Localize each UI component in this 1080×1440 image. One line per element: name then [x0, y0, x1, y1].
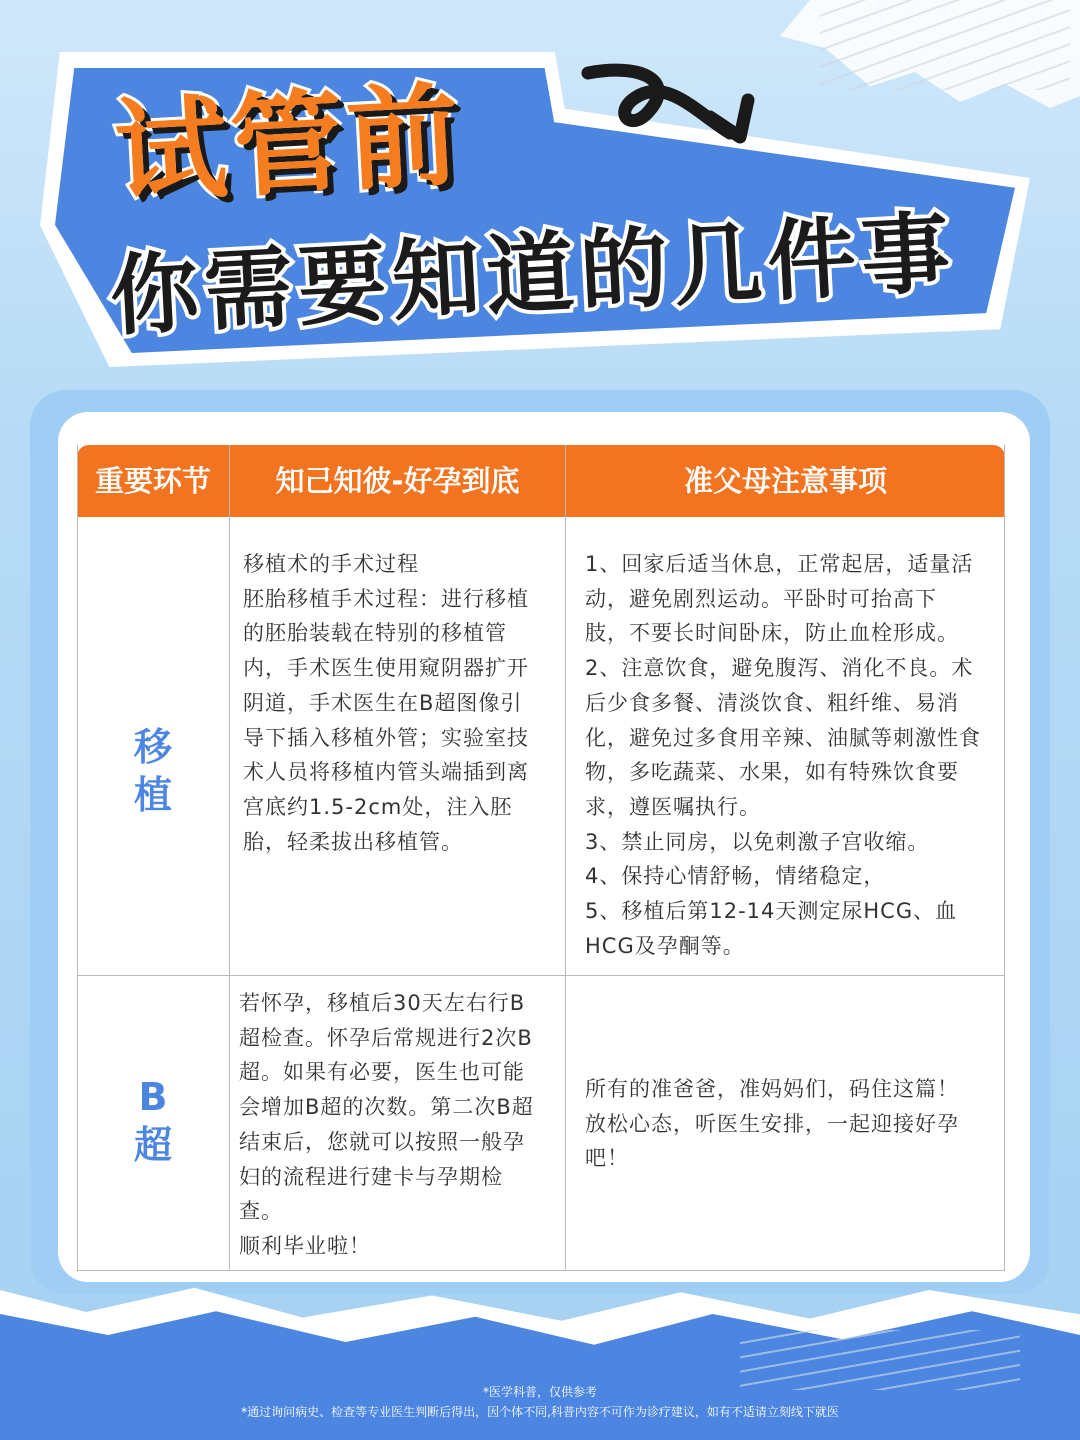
text-line: 吧！ [585, 1146, 629, 1171]
text-line: 动，避免剧烈运动。平卧时可抬高下 [585, 586, 937, 611]
row-label-char: 移 [133, 725, 172, 769]
text-line: 1、回家后适当休息，正常起居，适量活 [585, 552, 974, 576]
text-line: 肢，不要长时间卧床，防止血栓形成。 [585, 621, 959, 646]
text-line: 的胚胎装载在特别的移植管 [243, 621, 507, 646]
header-stage: 重要环节 [94, 464, 211, 498]
text-line: 宫底约1.5-2cm处，注入胚 [243, 794, 513, 819]
footer-disclaimer-1: *医学科普，仅供参考 [482, 1385, 597, 1399]
text-line: 查。 [239, 1199, 283, 1224]
stripe-decoration [820, 0, 1070, 90]
header-knowledge: 知己知彼-好孕到底 [275, 464, 520, 498]
text-line: 会增加B超的次数。第二次B超 [239, 1095, 534, 1120]
text-line: 导下插入移植外管；实验室技 [243, 725, 529, 750]
row-ultrasound-notes [585, 1072, 995, 1176]
row-divider [77, 975, 1005, 976]
row-label-transfer [77, 723, 229, 819]
curly-arrow-icon [580, 55, 765, 155]
text-line: 化，避免过多食用辛辣、油腻等刺激性食 [585, 725, 981, 750]
text-line: 阴道，手术医生在B超图像引 [243, 690, 523, 715]
text-line: 5、移植后第12-14天测定尿HCG、血 [585, 899, 958, 924]
row-label-ultrasound [77, 1073, 229, 1169]
text-line: 超检查。怀孕后常规进行2次B [239, 1025, 533, 1050]
text-line: 后少食多餐、清淡饮食、粗纤维、易消 [585, 690, 959, 715]
text-line: 顺利毕业啦！ [239, 1233, 371, 1258]
text-line: 求，遵医嘱执行。 [585, 794, 761, 819]
text-line: 3、禁止同房，以免刺激子宫收缩。 [585, 829, 930, 854]
text-line: 胚胎移植手术过程：进行移植 [243, 586, 529, 611]
text-line: 超。如果有必要，医生也可能 [239, 1060, 525, 1085]
table-border-right [1004, 445, 1005, 1271]
title-line-2: 你需要知道的几件事 [107, 200, 959, 349]
title-line-1: 试管前 [111, 70, 467, 220]
text-line: HCG及孕酮等。 [585, 933, 745, 958]
stripe-decoration-bottom [740, 1330, 1020, 1390]
row-label-char: 植 [133, 773, 172, 817]
text-line: 移植术的手术过程 [243, 552, 419, 576]
text-line: 2、注意饮食，避免腹泻、消化不良。术 [585, 656, 974, 681]
text-line: 内，手术医生使用窥阴器扩开 [243, 656, 529, 681]
info-table [77, 445, 1005, 1271]
table-divider-1 [229, 445, 230, 1271]
header-notes: 准父母注意事项 [683, 464, 887, 498]
table-border-bottom [77, 1270, 1005, 1271]
row-ultrasound-knowledge [239, 986, 553, 1264]
row-transfer-notes [585, 547, 995, 963]
row-transfer-knowledge [243, 547, 553, 859]
text-line: 放松心态，听医生安排，一起迎接好孕 [585, 1111, 959, 1136]
text-line: 胎，轻柔拔出移植管。 [243, 829, 463, 854]
table-divider-2 [565, 445, 566, 1271]
text-line: 所有的准爸爸，准妈妈们，码住这篇！ [585, 1077, 959, 1101]
text-line: 妇的流程进行建卡与孕期检 [239, 1164, 503, 1189]
row-label-char: 超 [133, 1123, 172, 1167]
table-header [77, 445, 1005, 517]
text-line: 若怀孕，移植后30天左右行B [239, 991, 526, 1015]
text-line: 物，多吃蔬菜、水果，如有特殊饮食要 [585, 760, 959, 785]
text-line: 术人员将移植内管头端插到离 [243, 760, 529, 785]
row-label-char: B [138, 1075, 168, 1119]
text-line: 结束后，您就可以按照一般孕 [239, 1129, 525, 1154]
footer-disclaimer-2: *通过询问病史、检查等专业医生判断后得出，因个体不同,科普内容不可作为诊疗建议，如有不适请立刻线下就医 [241, 1405, 839, 1419]
text-line: 4、保持心情舒畅，情绪稳定， [585, 864, 886, 889]
